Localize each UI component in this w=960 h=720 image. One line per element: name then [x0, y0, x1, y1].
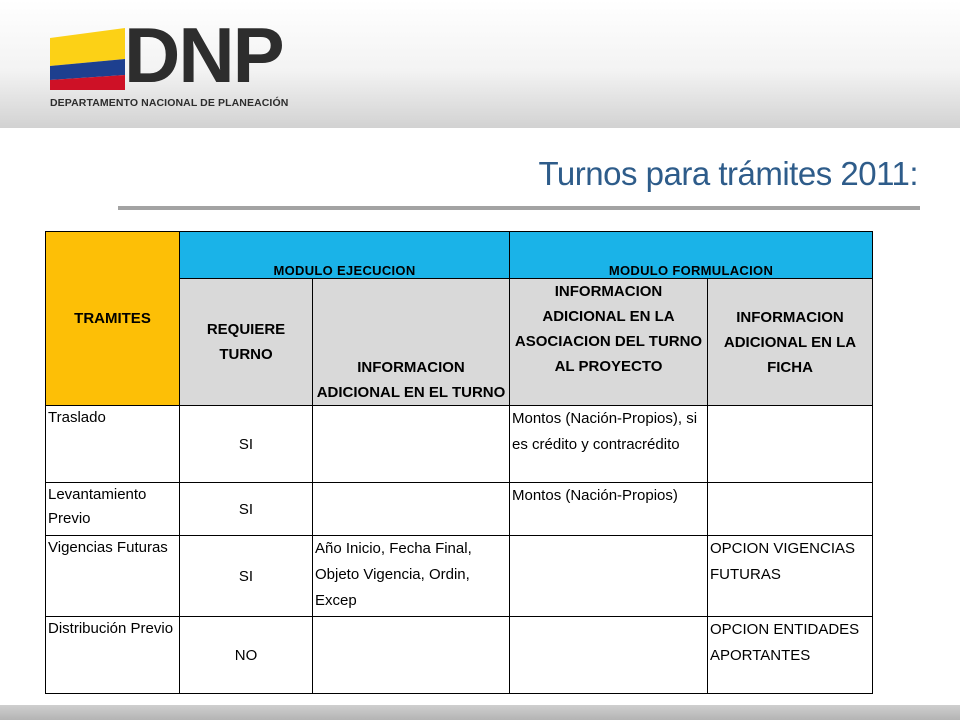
header-tramites: TRAMITES [46, 232, 180, 406]
header-info-asociacion: INFORMACION ADICIONAL EN LA ASOCIACION DEL TURNO AL PROYECTO [510, 279, 708, 406]
table-row [46, 536, 873, 617]
header-info-ficha: INFORMACION ADICIONAL EN LA FICHA [708, 279, 873, 406]
colombia-flag-logo-icon [50, 28, 125, 90]
tramites-table [45, 231, 873, 694]
header-modulo-formulacion: MODULO FORMULACION [510, 232, 873, 279]
info-turno-value [313, 406, 510, 483]
requiere-turno-value: NO [180, 617, 313, 694]
requiere-turno-value: SI [180, 536, 313, 617]
requiere-turno-value: SI [180, 483, 313, 536]
info-ficha-value: OPCION ENTIDADES APORTANTES [708, 617, 873, 694]
requiere-turno-value: SI [180, 406, 313, 483]
table-header-row-groups [46, 232, 873, 279]
tramite-name: Traslado [46, 406, 180, 483]
info-turno-value [313, 483, 510, 536]
header-modulo-ejecucion: MODULO EJECUCION [180, 232, 510, 279]
table-row [46, 617, 873, 694]
info-ficha-value [708, 406, 873, 483]
title-divider [118, 206, 920, 210]
header-requiere-turno: REQUIERE TURNO [180, 279, 313, 406]
info-turno-value [313, 617, 510, 694]
info-turno-value: Año Inicio, Fecha Final, Objeto Vigencia, Ordin, Excep [313, 536, 510, 617]
header-band [0, 0, 960, 128]
info-ficha-value [708, 483, 873, 536]
info-asociacion-value: Montos (Nación-Propios) [510, 483, 708, 536]
info-asociacion-value: Montos (Nación-Propios), si es crédito y contracrédito [510, 406, 708, 483]
info-ficha-value: OPCION VIGENCIAS FUTURAS [708, 536, 873, 617]
tramite-name: Levantamiento Previo [46, 483, 180, 536]
tramite-name: Distribución Previo [46, 617, 180, 694]
header-info-turno: INFORMACION ADICIONAL EN EL TURNO [313, 279, 510, 406]
table-row [46, 483, 873, 536]
table-row [46, 406, 873, 483]
footer-strip [0, 705, 960, 720]
info-asociacion-value [510, 536, 708, 617]
info-asociacion-value [510, 617, 708, 694]
tramite-name: Vigencias Futuras [46, 536, 180, 617]
logo-wordmark: DNP [124, 11, 283, 99]
logo-subtitle: DEPARTAMENTO NACIONAL DE PLANEACIÓN [50, 97, 289, 109]
slide-title: Turnos para trámites 2011: [538, 155, 918, 192]
